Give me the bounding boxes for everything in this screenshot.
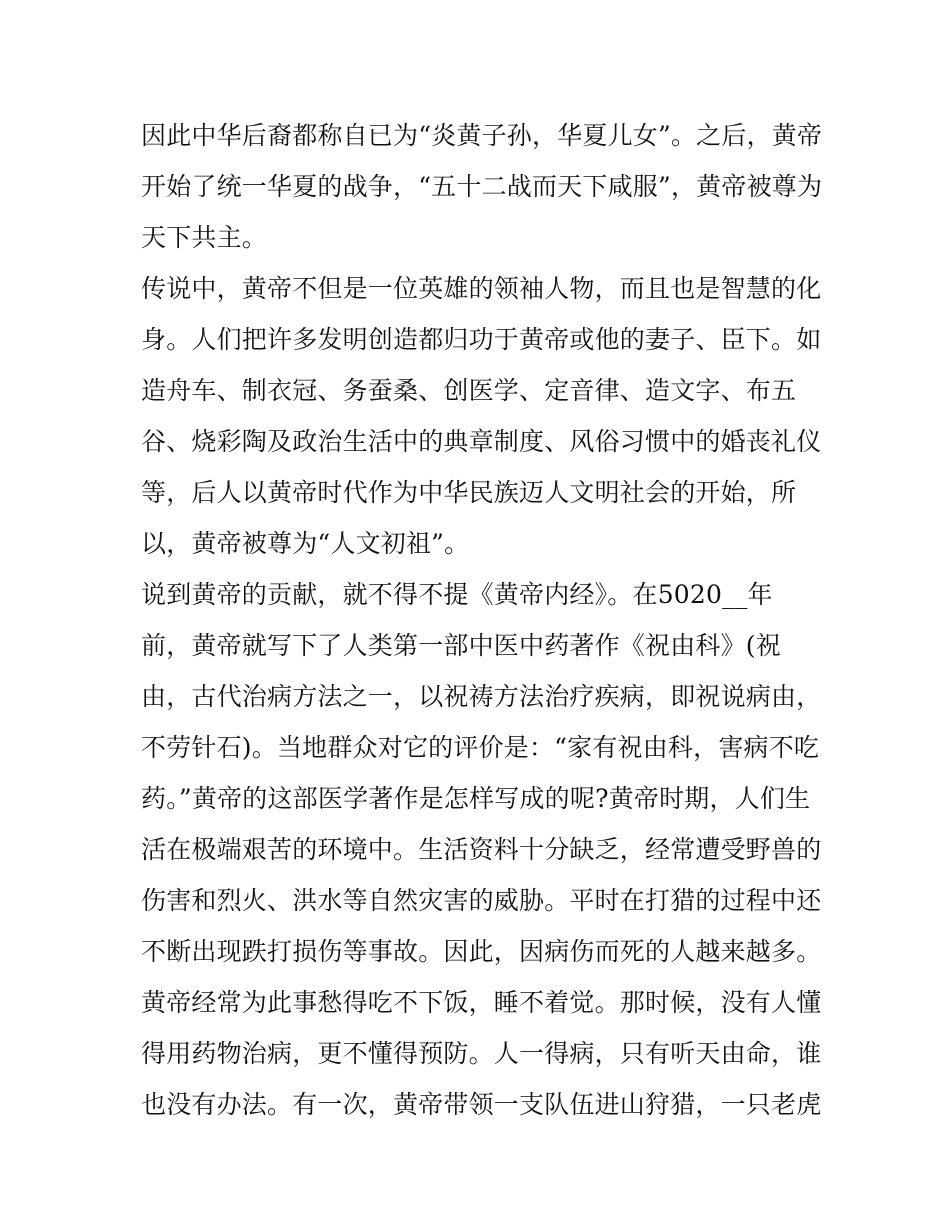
- text-line: 不劳针石)。当地群众对它的评价是：“家有祝由科，害病不吃: [141, 733, 820, 762]
- text-line: 由，古代治病方法之一，以祝祷方法治疗疾病，即祝说病由，: [141, 682, 822, 711]
- body-text: [141, 110, 823, 1130]
- text-line: 开始了统一华夏的战争，“五十二战而天下咸服”，黄帝被尊为: [141, 172, 823, 201]
- text-line: 身。人们把许多发明创造都归功于黄帝或他的妻子、臣下。如: [141, 325, 822, 354]
- text-line: 说到黄帝的贡献，就不得不提《黄帝内经》。在5020__年: [141, 580, 773, 609]
- text-line: 天下共主。: [141, 223, 268, 252]
- text-line: 造舟车、制衣冠、务蚕桑、创医学、定音律、造文字、布五: [141, 376, 797, 405]
- text-line: 传说中，黄帝不但是一位英雄的领袖人物，而且也是智慧的化: [141, 274, 822, 303]
- text-line: 也没有办法。有一次，黄帝带领一支队伍进山狩猎，一只老虎: [141, 1090, 822, 1119]
- text-line: 等，后人以黄帝时代作为中华民族迈人文明社会的开始，所: [141, 478, 797, 507]
- text-line: 因此中华后裔都称自已为“炎黄子孙，华夏儿女”。之后，黄帝: [141, 121, 823, 150]
- text-line: 药。”黄帝的这部医学著作是怎样写成的呢?黄帝时期，人们生: [141, 784, 811, 813]
- text-line: 黄帝经常为此事愁得吃不下饭，睡不着觉。那时候，没有人懂: [141, 988, 822, 1017]
- text-line: 不断出现跌打损伤等事故。因此，因病伤而死的人越来越多。: [141, 937, 822, 966]
- text-line: 谷、烧彩陶及政治生活中的典章制度、风俗习惯中的婚丧礼仪: [141, 427, 822, 456]
- text-line: 以，黄帝被尊为“人文初祖”。: [141, 529, 470, 558]
- text-line: 伤害和烈火、洪水等自然灾害的威胁。平时在打猎的过程中还: [141, 886, 822, 915]
- text-line: 前，黄帝就写下了人类第一部中医中药著作《祝由科》(祝: [141, 631, 781, 660]
- text-line: 活在极端艰苦的环境中。生活资料十分缺乏，经常遭受野兽的: [141, 835, 822, 864]
- text-line: 得用药物治病，更不懂得预防。人一得病，只有听天由命，谁: [141, 1039, 822, 1068]
